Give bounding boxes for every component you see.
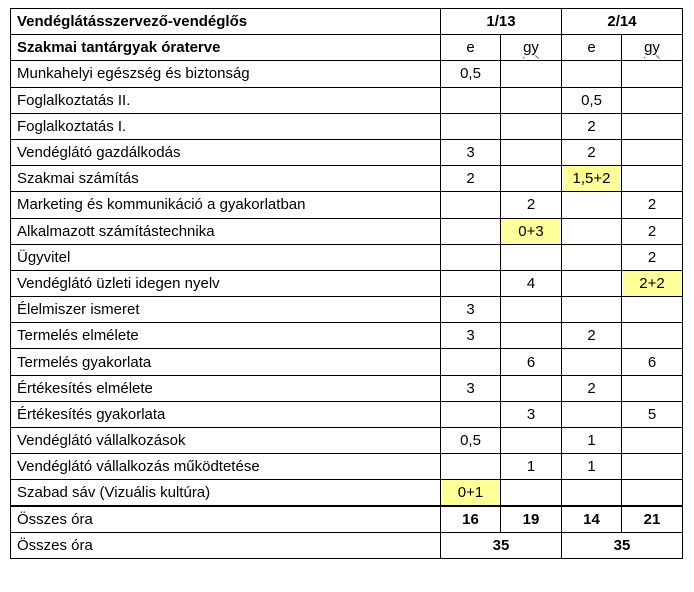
totals-e1: 16 <box>441 506 501 532</box>
table-row <box>11 297 683 323</box>
subject-name: Vendéglátó üzleti idegen nyelv <box>11 270 441 296</box>
hours-e1 <box>441 270 501 296</box>
highlighted-value: 1,5+2 <box>563 166 620 191</box>
hours-gy2 <box>622 61 683 87</box>
hours-gy2: 6 <box>622 349 683 375</box>
table-row <box>11 323 683 349</box>
hours-gy2 <box>622 87 683 113</box>
hours-gy2: 5 <box>622 401 683 427</box>
hours-e2 <box>562 61 622 87</box>
hours-e1 <box>441 401 501 427</box>
subject-name: Ügyvitel <box>11 244 441 270</box>
hours-gy2 <box>622 166 683 192</box>
hours-gy1 <box>501 218 562 244</box>
table-row <box>11 244 683 270</box>
hours-gy2 <box>622 270 683 296</box>
hours-e2: 1 <box>562 454 622 480</box>
table-row <box>11 349 683 375</box>
hours-gy1 <box>501 244 562 270</box>
hours-e2 <box>562 218 622 244</box>
subject-name: Vendéglátó vállalkozás működtetése <box>11 454 441 480</box>
grand-totals-row <box>11 533 683 559</box>
table-row <box>11 87 683 113</box>
hours-gy2 <box>622 323 683 349</box>
totals-e2: 14 <box>562 506 622 532</box>
hours-e2: 2 <box>562 139 622 165</box>
hours-e1: 0,5 <box>441 61 501 87</box>
subject-name: Foglalkoztatás I. <box>11 113 441 139</box>
hours-e1 <box>441 454 501 480</box>
hours-e1 <box>441 349 501 375</box>
table-row <box>11 270 683 296</box>
totals-gy2: 21 <box>622 506 683 532</box>
hours-gy2 <box>622 113 683 139</box>
hours-e2: 0,5 <box>562 87 622 113</box>
subject-name: Élelmiszer ismeret <box>11 297 441 323</box>
subject-name: Értékesítés gyakorlata <box>11 401 441 427</box>
totals-label: Összes óra <box>11 506 441 532</box>
subject-name: Marketing és kommunikáció a gyakorlatban <box>11 192 441 218</box>
hours-e1: 0,5 <box>441 428 501 454</box>
hours-gy1: 1 <box>501 454 562 480</box>
year2-gy-header: gy <box>622 35 683 61</box>
hours-gy2 <box>622 297 683 323</box>
hours-e2: 2 <box>562 323 622 349</box>
hours-e2 <box>562 480 622 507</box>
subject-name: Vendéglátó gazdálkodás <box>11 139 441 165</box>
highlighted-value: 0+1 <box>442 480 499 505</box>
hours-e2 <box>562 349 622 375</box>
subject-name: Termelés gyakorlata <box>11 349 441 375</box>
hours-e2: 1 <box>562 428 622 454</box>
hours-gy1 <box>501 297 562 323</box>
hours-e2 <box>562 192 622 218</box>
table-row <box>11 375 683 401</box>
subject-name: Szabad sáv (Vizuális kultúra) <box>11 480 441 507</box>
year1-header: 1/13 <box>441 9 562 35</box>
year2-e-header: e <box>562 35 622 61</box>
hours-gy2 <box>622 139 683 165</box>
header-row-subtitle <box>11 35 683 61</box>
hours-e1: 3 <box>441 139 501 165</box>
grand-totals-label: Összes óra <box>11 533 441 559</box>
hours-gy2 <box>622 480 683 507</box>
table-row <box>11 480 683 507</box>
subject-name: Vendéglátó vállalkozások <box>11 428 441 454</box>
hours-e1 <box>441 480 501 507</box>
hours-e1 <box>441 218 501 244</box>
table-row <box>11 139 683 165</box>
table-row <box>11 113 683 139</box>
hours-e1: 3 <box>441 375 501 401</box>
totals-row <box>11 506 683 532</box>
subject-name: Munkahelyi egészség és biztonság <box>11 61 441 87</box>
totals-gy1: 19 <box>501 506 562 532</box>
hours-gy2 <box>622 428 683 454</box>
year1-e-header: e <box>441 35 501 61</box>
subject-name: Szakmai számítás <box>11 166 441 192</box>
hours-gy1 <box>501 323 562 349</box>
hours-e2 <box>562 166 622 192</box>
hours-gy2: 2 <box>622 244 683 270</box>
table-row <box>11 454 683 480</box>
hours-e2 <box>562 244 622 270</box>
hours-e1 <box>441 192 501 218</box>
hours-e2 <box>562 401 622 427</box>
hours-gy2: 2 <box>622 192 683 218</box>
hours-gy1 <box>501 113 562 139</box>
hours-e1: 3 <box>441 323 501 349</box>
hours-e1 <box>441 244 501 270</box>
hours-e1 <box>441 87 501 113</box>
hours-gy1 <box>501 428 562 454</box>
hours-gy2 <box>622 375 683 401</box>
hours-e2: 2 <box>562 375 622 401</box>
hours-gy1 <box>501 375 562 401</box>
subject-name: Alkalmazott számítástechnika <box>11 218 441 244</box>
grand-totals-year1: 35 <box>441 533 562 559</box>
highlighted-value: 0+3 <box>502 219 560 244</box>
curriculum-table <box>10 8 683 559</box>
subject-name: Értékesítés elmélete <box>11 375 441 401</box>
subject-name: Termelés elmélete <box>11 323 441 349</box>
hours-gy1 <box>501 480 562 507</box>
hours-gy1: 2 <box>501 192 562 218</box>
hours-e2 <box>562 297 622 323</box>
table-title: Vendéglátásszervező-vendéglős <box>11 9 441 35</box>
table-row <box>11 401 683 427</box>
hours-e1: 3 <box>441 297 501 323</box>
table-subtitle: Szakmai tantárgyak óraterve <box>11 35 441 61</box>
header-row-title <box>11 9 683 35</box>
highlighted-value: 2+2 <box>623 271 681 296</box>
hours-e1 <box>441 113 501 139</box>
hours-gy2: 2 <box>622 218 683 244</box>
table-row <box>11 218 683 244</box>
hours-gy1: 6 <box>501 349 562 375</box>
year2-header: 2/14 <box>562 9 683 35</box>
table-row <box>11 166 683 192</box>
table-row <box>11 192 683 218</box>
hours-gy1 <box>501 87 562 113</box>
year1-gy-header: gy <box>501 35 562 61</box>
table-row <box>11 428 683 454</box>
hours-gy1: 3 <box>501 401 562 427</box>
hours-e1: 2 <box>441 166 501 192</box>
hours-gy1 <box>501 139 562 165</box>
hours-gy1 <box>501 61 562 87</box>
hours-e2: 2 <box>562 113 622 139</box>
table-row <box>11 61 683 87</box>
grand-totals-year2: 35 <box>562 533 683 559</box>
subject-name: Foglalkoztatás II. <box>11 87 441 113</box>
hours-gy1: 4 <box>501 270 562 296</box>
hours-e2 <box>562 270 622 296</box>
hours-gy2 <box>622 454 683 480</box>
hours-gy1 <box>501 166 562 192</box>
